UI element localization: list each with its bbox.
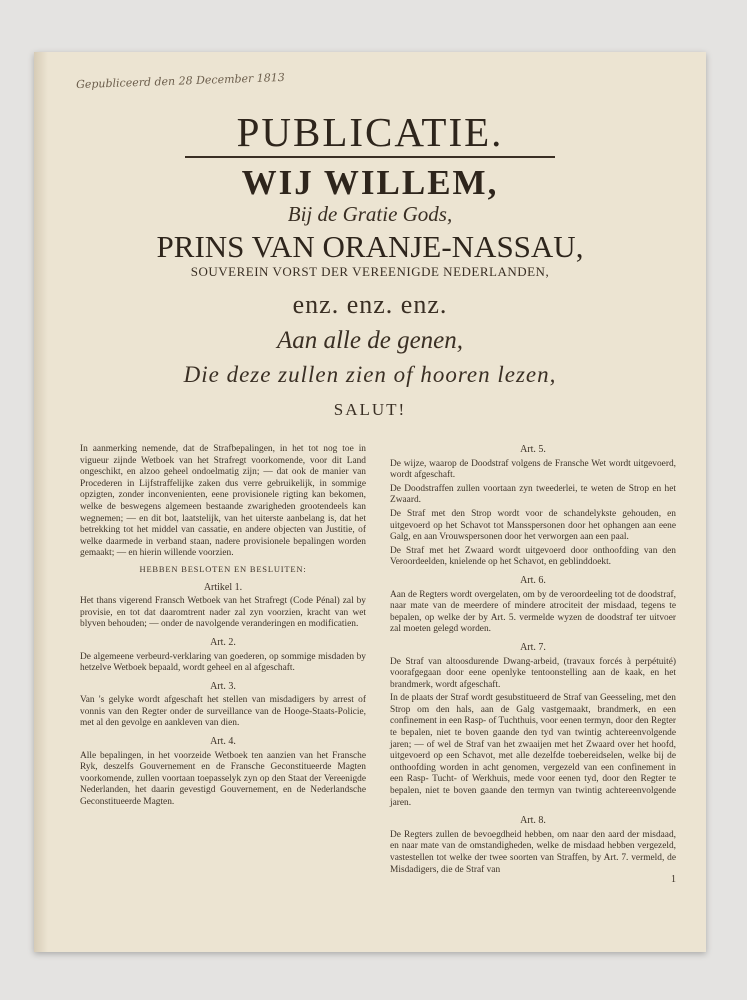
- article-4-title: Art. 4.: [210, 736, 236, 748]
- article-4-text: Alle bepalingen, in het voorzeide Wetboek ten aanzien van het Fransche Ryk, deszelfs Gouvernement en de Fransche Geconstitueerde Magten voorkomende, zullen voortaan toepasselyk zyn op den Staat der Vereenigde Nederlanden, het daarin gevestigd Gouvernement, en de Nederlandsche Geconstitueerde Magten.: [80, 750, 366, 808]
- document-page: [34, 52, 706, 952]
- article-6-title: Art. 6.: [520, 574, 546, 586]
- heading-prins: PRINS VAN ORANJE-NASSAU,: [156, 229, 584, 264]
- heading-gratie-gods: Bij de Gratie Gods,: [287, 202, 453, 226]
- heading-souverein: SOUVEREIN VORST DER VEREENIGDE NEDERLANDEN,: [190, 264, 550, 279]
- heading-aan-alle: Aan alle de genen,: [276, 327, 464, 354]
- article-7-title: Art. 7.: [520, 641, 546, 653]
- handwritten-note: Gepubliceerd den 28 December 1813: [75, 70, 286, 92]
- article-1-title: Artikel 1.: [203, 581, 243, 593]
- heading-wij-willem: WIJ WILLEM,: [241, 163, 499, 202]
- article-7-text-1: De Straf van altoosdurende Dwang-arbeid, (travaux forcés à perpétuité) voorafgegaan door eene openlyke tentoonstelling aan de kaak, en het brandmerk, wordt afgeschaft.: [390, 656, 676, 690]
- heading-die-deze: Die deze zullen zien of hooren lezen,: [183, 362, 557, 387]
- article-8-title: Art. 8.: [520, 815, 546, 827]
- heading-salut: SALUT!: [333, 400, 407, 419]
- right-column: [390, 444, 676, 878]
- article-3-text: Van 's gelyke wordt afgeschaft het stellen van misdadigers by arrest of vonnis van den Regter onder de surveillance van de Hooge-Staats-Policie, met al den gevolge en aankleven van dien.: [80, 695, 366, 729]
- article-5-text-1: De wijze, waarop de Doodstraf volgens de Fransche Wet wordt uitgevoerd, wordt afgeschaft.: [390, 458, 676, 481]
- article-5-text-2: De Doodstraffen zullen voortaan zyn tweederlei, te weten de Strop en het Zwaard.: [390, 483, 676, 506]
- heading-enz: enz. enz. enz.: [292, 290, 448, 319]
- left-column: [80, 444, 366, 811]
- article-1-text: Het thans vigerend Fransch Wetboek van het Strafregt (Code Pénal) zal by provisie, en tot dat daaromtrent nader zal zyn voorzien, kracht van wet blyven behouden; — onder de navolgende veranderingen en modificatien.: [80, 596, 366, 630]
- resolution-heading: HEBBEN BESLOTEN EN BESLUITEN:: [139, 563, 307, 574]
- article-8-text: De Regters zullen de bevoegdheid hebben, om naar den aard der misdaad, en naar mate van de omstandigheden, welke de misdaad hebben vergezeld, vastestellen tot welke der twee soorten van Straffen, by Art. 7. vermeld, de Misdadigers, die de Straf van: [390, 829, 676, 875]
- article-2-title: Art. 2.: [210, 636, 236, 648]
- article-2-text: De algemeene verbeurd-verklaring van goederen, op sommige misdaden by hetzelve Wetboek bepaald, wordt geheel en al afgeschaft.: [80, 651, 366, 674]
- title-divider: [185, 156, 555, 158]
- page-number: 1: [671, 874, 676, 885]
- article-7-text-2: In de plaats der Straf wordt gesubstitueerd de Straf van Geesseling, met den Strop om den hals, aan de Galg vastgemaakt, brandmerk, en een confinement in een Rasp- of Tuchthuis, voor eenen termyn, door den Regter te bepalen, niet te boven gaande den tyd van twintig achtereenvolgende jaren; — of wel de Straf van het zwaaijen met het Zwaard over het hoofd, uitgevoerd op een Schavot, met alle dezelfde toebereidselen, welke bij de onthoofding worden in acht genomen, vergezeld van een confinement in een Rasp- Tucht- of Werkhuis, mede voor eenen tyd, door den Regter te bepalen, niet te boven gaande den termyn van twintig achtereenvolgende jaren.: [390, 693, 676, 808]
- article-5-text-3: De Straf met den Strop wordt voor de schandelykste gehouden, en uitgevoerd op het Schavot tot Mansspersonen door het ophangen aan eene Galg, en aan Vrouwspersonen door het verworgen aan een paal.: [390, 508, 676, 543]
- article-5-title: Art. 5.: [520, 444, 546, 455]
- article-3-title: Art. 3.: [210, 680, 236, 692]
- article-6-text: Aan de Regters wordt overgelaten, om by de veroordeeling tot de doodstraf, naar mate van de meerdere of mindere atrociteit der misdaad, tegens te bepalen, op welke der by Art. 5. vermelde wyzen de doodstraf ter uitvoer zal moeten gelegd worden.: [390, 589, 676, 635]
- intro-paragraph: In aanmerking nemende, dat de Strafbepalingen, in het tot nog toe in vigueur zijnde Wetboek van het Strafregt voorkomende, voor dit Land ongeschikt, en alzoo geheel ondoelmatig zijn; — dat ook de manier van Procederen in Lijfstraffelijke zaken dus verre gebruikelijk, in sommige opzigten, zonder inconvenienten, eene provisionele rigting kan bekomen, welke de beswegens algemeen bestaande zwarigheden grootendeels kan wegnemen; — en dit bot, laatstelijk, van het uiterste aanbelang is, dat het betrekking tot het middel van cassatie, en andere objecten van Justitie, of welke daarmede in verband staan, nadere provisionele bepalingen worden gemaakt; — en hierin willende voorzien.: [80, 444, 366, 559]
- publication-header: [34, 110, 706, 420]
- page-title: PUBLICATIE.: [236, 109, 504, 155]
- article-5-text-4: De Straf met het Zwaard wordt uitgevoerd door onthoofding van den Veroordeelden, knielende op het Schavot, en geblinddoekt.: [390, 545, 676, 568]
